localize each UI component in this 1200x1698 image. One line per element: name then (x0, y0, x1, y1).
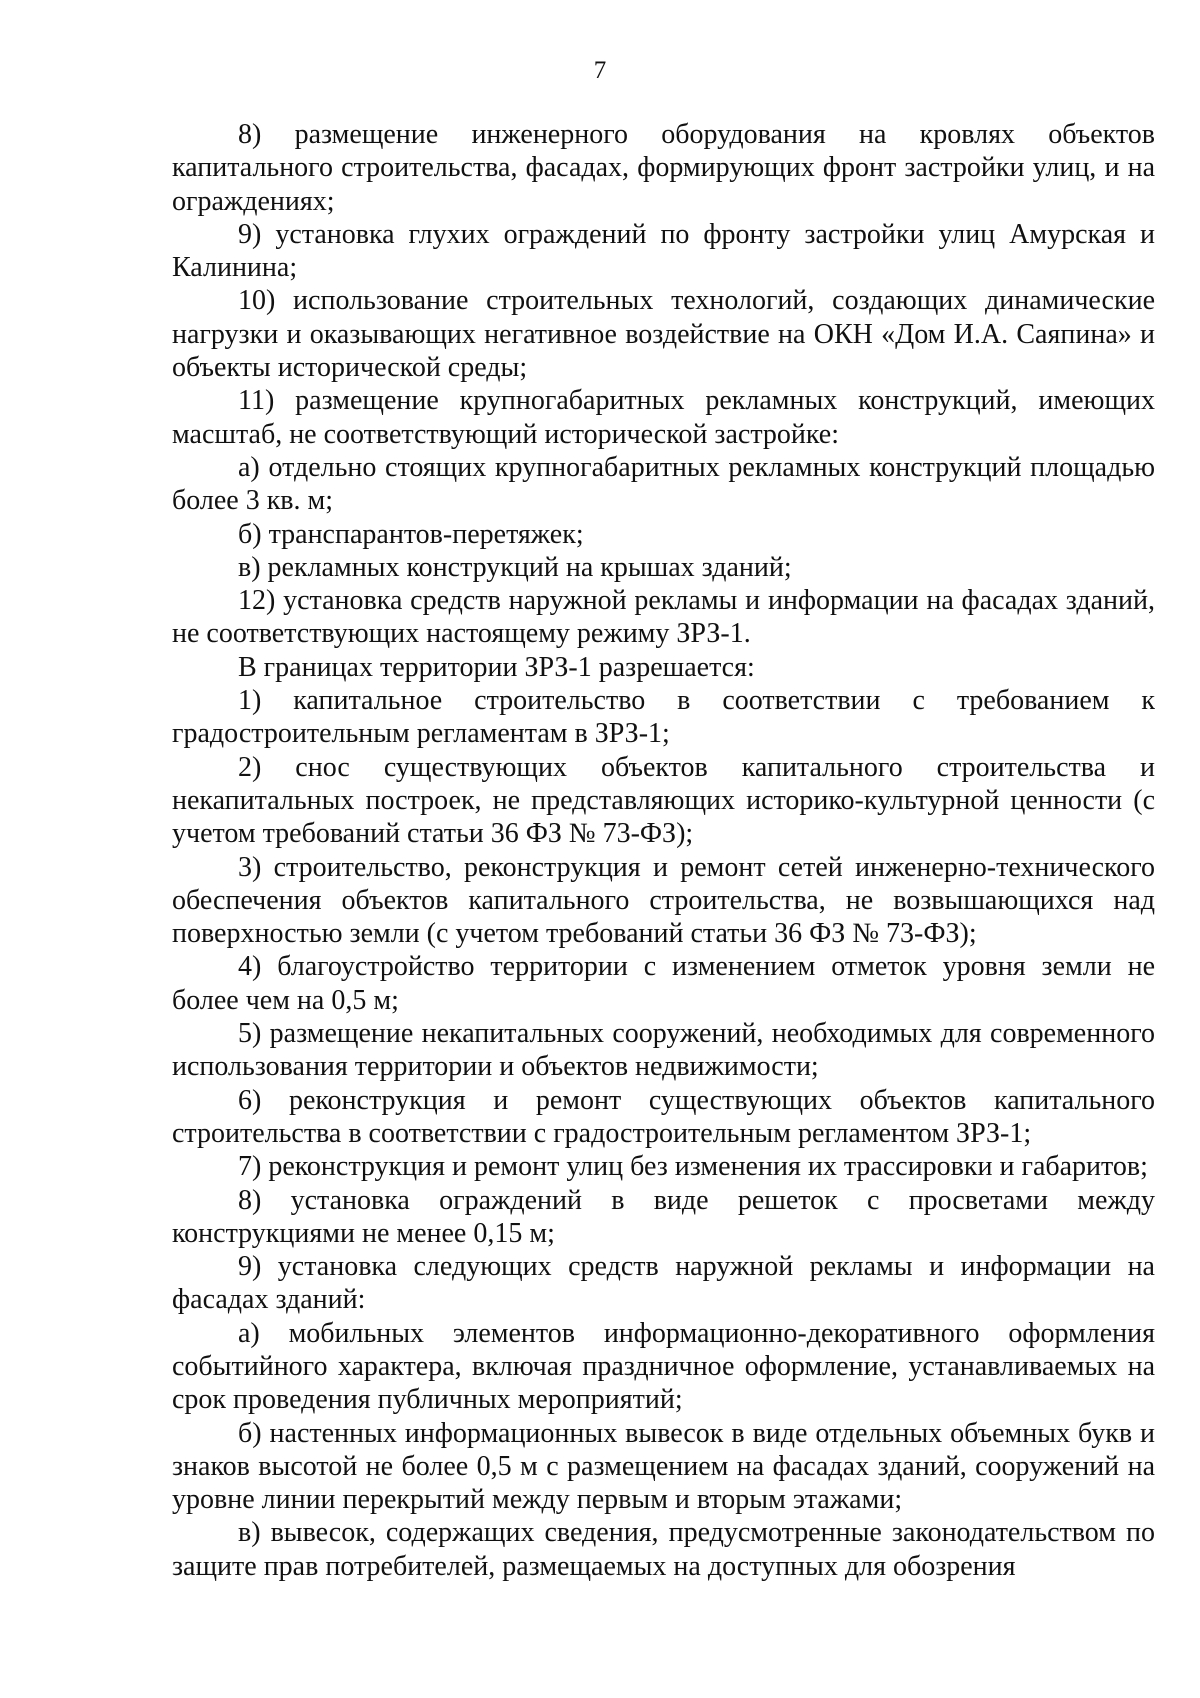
paragraph-subitem-a-freestanding-ads: а) отдельно стоящих крупногабаритных рекламных конструкций площадью более 3 кв. м; (172, 451, 1155, 517)
paragraph-permitted-subitem-v-consumer-signs: в) вывесок, содержащих сведения, предусмотренные законодательством по защите прав потребителей, размещаемых на доступных для обозрения (172, 1517, 1155, 1582)
paragraph-permitted-9-facade-advertising: 9) установка следующих средств наружной рекламы и информации на фасадах зданий: (172, 1251, 1155, 1316)
paragraph-permitted-subitem-b-wall-signs: б) настенных информационных вывесок в виде отдельных объемных букв и знаков высотой не более 0,5 м с размещением на фасадах зданий, сооружений на уровне линии перекрытий между первым и вторым этажами; (172, 1417, 1155, 1516)
paragraph-item-12-facade-ads: 12) установка средств наружной рекламы и информации на фасадах зданий, не соответствующих настоящему режиму ЗРЗ-1. (172, 585, 1155, 650)
paragraph-permitted-subitem-a-mobile-elements: а) мобильных элементов информационно-декоративного оформления событийного характера, включая праздничное оформление, устанавливаемых на срок проведения публичных мероприятий; (172, 1317, 1155, 1416)
paragraph-permitted-4-landscaping: 4) благоустройство территории с изменением отметок уровня земли не более чем на 0,5 м; (172, 951, 1155, 1016)
paragraph-subitem-v-roof-ads: в) рекламных конструкций на крышах зданий; (238, 551, 792, 583)
paragraph-item-8-engineering-equipment: 8) размещение инженерного оборудования на кровлях объектов капитального строительства, фасадах, формирующих фронт застройки улиц, и на ограждениях; (172, 119, 1155, 217)
paragraph-permitted-3-utility-networks: 3) строительство, реконструкция и ремонт сетей инженерно-технического обеспечения объектов капитального строительства, не возвышающихся над поверхностью земли (с учетом требований статьи 36 ФЗ № 73-ФЗ); (172, 851, 1155, 950)
paragraph-permitted-8-lattice-fences: 8) установка ограждений в виде решеток с просветами между конструкциями не менее 0,15 м; (172, 1184, 1155, 1249)
paragraph-permitted-7-streets: 7) реконструкция и ремонт улиц без изменения их трассировки и габаритов; (238, 1151, 1148, 1183)
paragraph-permitted-5-temporary-structures: 5) размещение некапитальных сооружений, необходимых для современного использования территории и объектов недвижимости; (172, 1018, 1155, 1083)
paragraph-item-9-solid-fences: 9) установка глухих ограждений по фронту застройки улиц Амурская и Калинина; (172, 218, 1155, 284)
page-number: 7 (593, 57, 607, 84)
paragraph-item-10-construction-technologies: 10) использование строительных технологий, создающих динамические нагрузки и оказывающих негативное воздействие на ОКН «Дом И.А. Саяпина» и объекты исторической среды; (172, 285, 1155, 384)
paragraph-permitted-1-construction: 1) капитальное строительство в соответствии с требованием к градостроительным регламентам в ЗРЗ-1; (172, 685, 1155, 750)
paragraph-item-11-large-advertising: 11) размещение крупногабаритных рекламных конструкций, имеющих масштаб, не соответствующий исторической застройке: (172, 385, 1155, 450)
paragraph-permitted-6-reconstruction: 6) реконструкция и ремонт существующих объектов капитального строительства в соответствии с градостроительным регламентом ЗРЗ-1; (172, 1084, 1155, 1149)
paragraph-permitted-heading: В границах территории ЗРЗ-1 разрешается: (238, 651, 755, 683)
paragraph-permitted-2-demolition: 2) снос существующих объектов капитального строительства и некапитальных построек, не представляющих историко-культурной ценности (с учетом требований статьи 36 ФЗ № 73-ФЗ); (172, 751, 1155, 850)
paragraph-subitem-b-banners: б) транспарантов-перетяжек; (238, 518, 584, 550)
document-body (172, 118, 1155, 1583)
